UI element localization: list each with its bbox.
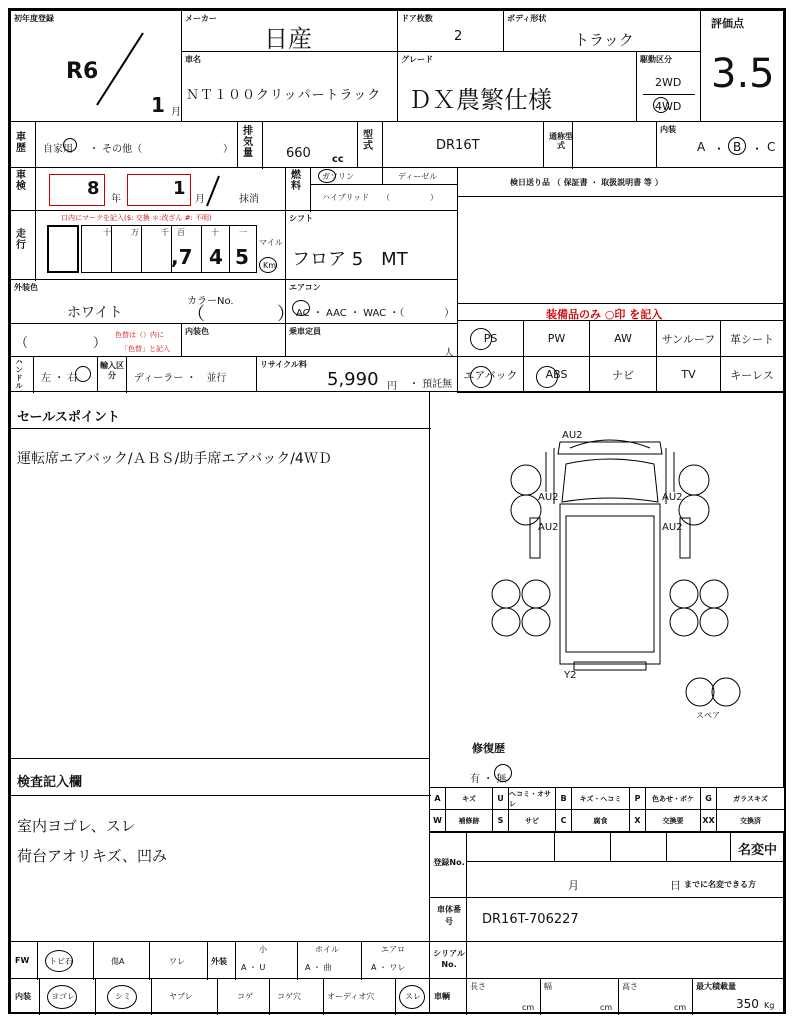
color-change-cell (10, 323, 182, 357)
inspect-cell (10, 758, 430, 942)
recycle-cell (256, 356, 458, 392)
ware-label: ワレ (169, 957, 185, 966)
sho-label: 小 (259, 945, 267, 954)
circle-mark-icon (470, 366, 492, 388)
legend-cell (716, 809, 785, 832)
model-cell (357, 121, 544, 168)
wheel-icon (492, 580, 728, 636)
legend-text: ガラスキズ (733, 794, 768, 803)
kogeana-label: コゲ穴 (277, 992, 301, 1001)
legend-cell (508, 809, 556, 832)
displacement-value: 660 (286, 146, 311, 161)
mileage-cell (10, 210, 286, 280)
legend-cell (555, 787, 572, 810)
grade-label: グレード (401, 55, 433, 64)
recycle-value: 5,990 (327, 369, 379, 390)
body-shape-cell (503, 10, 701, 52)
capacity-cell (285, 323, 458, 357)
legend-cell (629, 809, 646, 832)
legend-text: P (634, 794, 641, 803)
dims-width-unit: cm (600, 1003, 613, 1012)
body-shape-label: ボディ形状 (507, 14, 547, 23)
equip-header-cell (457, 303, 784, 321)
legend-text: 交換済 (740, 816, 761, 825)
circle-mark-icon (45, 950, 73, 972)
reg-day: 日 (670, 879, 681, 892)
yabure-label: ヤブレ (169, 992, 193, 1001)
legend-cell (555, 809, 572, 832)
import-value: ディーラー ・ 並行 (134, 373, 227, 384)
score-label: 評価点 (711, 17, 744, 30)
dims-maxload: 最大積載量 (696, 982, 736, 991)
tobi-label: トビ石 (49, 957, 73, 966)
docs-body-cell (457, 196, 784, 304)
aircon-cell (285, 279, 458, 324)
legend-cell (445, 809, 493, 832)
history-other: ・ その他（ (89, 144, 143, 155)
legend-cell (700, 787, 717, 810)
hoiru-label: ホイル (315, 945, 339, 954)
doors-label: ドア枚数 (401, 14, 433, 23)
legend-cell (508, 787, 556, 810)
dims-height-unit: cm (674, 1003, 687, 1012)
inspection-label: 車検 (16, 170, 26, 192)
ware-a-label: 傷A (111, 957, 125, 966)
displacement-cell (237, 121, 358, 168)
score-value: 3.5 (711, 51, 775, 97)
legend-text: キズ・ヘコミ (579, 794, 622, 803)
aircon-value: AC ・ AAC ・ WAC ・（ ） (296, 308, 455, 319)
reg-deadline: までに名変できる方 (684, 880, 756, 889)
chassis-label: 車体番号 (437, 905, 461, 926)
capacity-unit: 人 (444, 348, 454, 359)
slash-icon (203, 174, 223, 208)
legend-text: XX (702, 816, 715, 825)
diagram-au-l1: AU2 (538, 492, 559, 503)
mileage-label: 走行 (16, 229, 26, 251)
history-cell (10, 121, 238, 168)
inspection-year-unit: 年 (111, 194, 121, 205)
circle-mark-icon (318, 169, 336, 183)
car-name-label: 車名 (185, 55, 201, 64)
inspection-month: 1 (173, 178, 186, 199)
legend-cell (445, 787, 493, 810)
reg-no-cell (429, 832, 784, 898)
interior-grade-sep1: ・ (713, 142, 726, 156)
gaiso-label: 外装 (211, 957, 227, 966)
legend-text: G (705, 794, 712, 803)
circle-mark-icon (494, 764, 512, 782)
interior-grade-c: C (767, 140, 776, 154)
circle-mark-icon (107, 985, 137, 1009)
equipment-item (523, 320, 590, 357)
interior-grade-b: B (733, 140, 742, 154)
import-label: 輸入区分 (100, 361, 124, 380)
first-reg-label: 初年度登録 (14, 14, 54, 23)
mileage-note: 口内にマークを記入($: 交換 ＊:改ざん #: 不明) (61, 214, 212, 222)
dims-height: 高さ (622, 982, 638, 991)
handle-cell (10, 356, 98, 392)
repair-label: 修復歴 (472, 742, 505, 755)
dims-label: 車輌 (434, 992, 450, 1001)
circle-mark-icon (259, 257, 277, 273)
equipment-label: キーレス (730, 368, 774, 382)
fuel-diesel: ディーゼル (398, 172, 438, 181)
first-reg-month: 1 (151, 93, 165, 117)
legend-text: 交換要 (662, 816, 684, 825)
equipment-item (656, 356, 721, 393)
interior-grade-sep2: ・ (751, 142, 764, 156)
handle-label: ハンドル (15, 358, 23, 390)
legend-cell (629, 787, 646, 810)
equipment-label: PW (547, 332, 566, 345)
sales-label: セールスポイント (17, 410, 120, 425)
dims-length-unit: cm (522, 1003, 535, 1012)
shimi-label: シミ (115, 992, 131, 1001)
diagram-y-bottom: Y2 (564, 670, 577, 681)
diagram-cell (429, 391, 784, 788)
fuel-gasoline: ガソリン (322, 172, 354, 181)
equipment-item (589, 320, 657, 357)
first-reg-era: R6 (66, 59, 99, 84)
mileage-unit: 百 (177, 228, 185, 237)
fuel-label: 燃料 (291, 170, 301, 192)
inspection-cancel: 抹消 (239, 194, 259, 205)
interior-grade-label: 内装 (660, 125, 676, 134)
grade-cell (397, 51, 637, 122)
fuel-paren: （ ） (382, 193, 438, 202)
color-change-note2: 「色替」と記入 (121, 345, 170, 353)
reg-no-label: 登録No. (433, 858, 465, 867)
shift-label: シフト (289, 214, 313, 223)
koge-label: コゲ (237, 992, 253, 1001)
interior-color-label: 内装色 (185, 327, 209, 336)
legend-cell (716, 787, 785, 810)
mileage-unit: 千 (161, 228, 169, 237)
docs-cell (457, 167, 784, 197)
legend-text: U (497, 794, 504, 803)
vehicle-diagram (430, 392, 785, 789)
legend-text: C (560, 816, 567, 825)
docs-label: 検日送り品 （ 保証書 ・ 取扱説明書 等 ） (510, 178, 663, 187)
legend-cell (645, 787, 701, 810)
inspect-line1: 室内ヨゴレ、スレ (17, 817, 136, 835)
legend-cell (571, 809, 630, 832)
circle-mark-icon (63, 138, 77, 152)
grade-value: ＤＸ農繁仕様 (408, 86, 552, 114)
sales-text: 運転席エアバック/ＡＢＳ/助手席エアバック/4ＷＤ (17, 451, 332, 467)
inspect-line2: 荷台アオリキズ、凹み (17, 847, 168, 865)
equipment-label: 革シート (730, 332, 774, 346)
mileage-digit: 4 (209, 245, 223, 269)
import-cell (97, 356, 257, 392)
circle-mark-icon (653, 97, 669, 113)
interior-grade-a: A (697, 140, 706, 154)
legend-cell (429, 809, 446, 832)
auction-sheet (8, 8, 786, 1014)
first-reg-month-unit: 月 (171, 107, 181, 118)
mileage-unit: 一 (239, 228, 247, 237)
equipment-item (589, 356, 657, 393)
model-label: 型式 (363, 130, 373, 152)
doors-value: 2 (454, 29, 463, 44)
recycle-unit: 円 (387, 381, 397, 392)
mileage-unit: 十 (211, 228, 219, 237)
equipment-label: エアバック (463, 368, 518, 382)
equipment-label: PS (483, 332, 498, 345)
sales-cell (10, 391, 430, 759)
circle-mark-icon (399, 985, 425, 1009)
hoiru-value: A ・ 曲 (305, 963, 332, 972)
recycle-label: リサイクル料 (260, 360, 307, 369)
equipment-item (720, 356, 784, 393)
name-change: 名変中 (738, 843, 778, 858)
score-cell (700, 10, 784, 122)
mileage-digit: ,7 (171, 245, 193, 269)
fuel-hybrid: ハイブリッド (322, 193, 370, 202)
audio-label: オーディオ穴 (327, 992, 375, 1001)
cab-outline (558, 442, 662, 454)
equipment-label: ABS (545, 368, 568, 381)
legend-cell (429, 787, 446, 810)
spare-tire-icon (686, 678, 740, 706)
bed-outline (560, 504, 660, 664)
earo-value: A ・ ワレ (371, 963, 406, 972)
interior-grade-cell (656, 121, 784, 168)
handle-value: 左 ・ 右 (41, 373, 78, 384)
body-shape-value: トラック (574, 31, 634, 49)
chassis-cell (429, 897, 784, 942)
dims-length: 長さ (470, 982, 486, 991)
drive-2wd: 2WD (655, 76, 682, 89)
diagram-au-r2: AU2 (662, 522, 683, 533)
circle-mark-icon (728, 137, 746, 155)
diagram-au-top: AU2 (562, 430, 583, 441)
legend-text: A (434, 794, 441, 803)
aircon-label: エアコン (289, 283, 321, 292)
legend-text: X (634, 816, 641, 825)
color-change-paren: （ ） (15, 336, 107, 351)
inspection-month-unit: 月 (195, 194, 205, 205)
history-close: ） (223, 144, 233, 155)
legend-text: サビ (525, 816, 539, 825)
chassis-value: DR16T-706227 (482, 912, 579, 927)
maker-cell (181, 10, 398, 52)
legend-cell (492, 787, 509, 810)
history-private: 自家用 (43, 144, 73, 155)
exterior-color-value: ホワイト (67, 305, 123, 321)
common-model-cell (543, 121, 657, 168)
history-label: 車歴 (16, 132, 26, 154)
dims-kg: Kg (764, 1001, 775, 1010)
color-change-note1: 色替は（）内に (115, 331, 164, 339)
repair-value: 有 ・ 無 (470, 774, 507, 785)
circle-mark-icon (470, 328, 492, 350)
circle-mark-icon (47, 985, 77, 1009)
diagram-spare: スペア (696, 711, 720, 720)
yogore-label: ヨゴレ (51, 992, 75, 1001)
mileage-lead-box (47, 225, 79, 273)
common-model-label: 通称型式 (549, 132, 573, 150)
legend-cell (700, 809, 717, 832)
serial-label: シリアルNo. (433, 949, 465, 969)
dims-width: 幅 (544, 982, 552, 991)
color-no-paren: （ ） (187, 304, 295, 325)
bottom-row1 (10, 941, 430, 979)
first-reg-cell (10, 10, 182, 122)
equipment-item (720, 320, 784, 357)
car-name-value: ＮＴ１００クリッパートラック (186, 88, 382, 103)
legend-text: B (560, 794, 567, 803)
diagram-au-l2: AU2 (538, 522, 559, 533)
bed-inner (566, 516, 654, 652)
mileage-digit: 5 (235, 245, 249, 269)
inspection-year: 8 (87, 178, 100, 199)
legend-text: ヘコミ・オサレ (509, 789, 551, 808)
dims-load: 350 (736, 997, 759, 1011)
mileage-unit: 十 (103, 228, 111, 237)
sure-label: スレ (405, 992, 421, 1001)
windshield-outline (562, 459, 658, 502)
shift-value: フロア 5 MT (292, 249, 408, 270)
exterior-color-label: 外装色 (14, 283, 38, 292)
model-value: DR16T (436, 138, 480, 153)
diagram-au-r1: AU2 (662, 492, 683, 503)
equipment-label: AW (614, 332, 632, 345)
legend-text: 腐食 (593, 816, 608, 825)
drive-cell (636, 51, 701, 122)
mileage-km: Km (263, 261, 277, 270)
legend-text: キズ (462, 794, 476, 803)
equip-header-label: 装備品のみ ○印 を記入 (546, 308, 663, 321)
displacement-label: 排気量 (243, 126, 253, 159)
circle-mark-icon (536, 366, 558, 388)
drive-label: 駆動区分 (640, 55, 672, 64)
recycle-note: ・ 預託無 (409, 379, 453, 390)
inspection-cell (10, 167, 286, 211)
legend-text: W (433, 816, 442, 825)
sho-value: A ・ U (241, 963, 266, 972)
reg-month: 月 (568, 879, 579, 892)
legend-text: 補修跡 (458, 816, 480, 825)
circle-mark-icon (75, 366, 91, 382)
inspect-label: 検査記入欄 (17, 775, 83, 790)
earo-label: エアロ (381, 945, 405, 954)
bottom-row2 (10, 978, 430, 1014)
slash-icon (91, 29, 151, 109)
exterior-color-cell (10, 279, 295, 325)
mileage-mile: マイル (259, 238, 283, 247)
car-name-cell (181, 51, 398, 122)
equipment-label: TV (681, 368, 696, 381)
legend-text: S (497, 816, 504, 825)
maker-value: 日産 (264, 25, 312, 53)
naiso-label: 内装 (15, 992, 31, 1001)
color-no-label: カラーNo. (187, 296, 234, 307)
legend-cell (571, 787, 630, 810)
shift-cell (285, 210, 458, 280)
fuel-cell (285, 167, 458, 211)
serial-cell (429, 941, 784, 979)
circle-mark-icon (292, 300, 310, 316)
fw-label: FW (15, 956, 30, 965)
legend-cell (645, 809, 701, 832)
legend-text: 色あせ・ボケ (652, 794, 694, 803)
maker-label: メーカー (185, 14, 217, 23)
displacement-unit: cc (332, 154, 344, 165)
equipment-label: ナビ (612, 368, 634, 382)
drive-4wd: 4WD (655, 100, 682, 113)
interior-color-cell (181, 323, 286, 357)
equipment-label: サンルーフ (661, 332, 716, 346)
doors-cell (397, 10, 504, 52)
legend-cell (492, 809, 509, 832)
capacity-label: 乗車定員 (289, 327, 321, 336)
dims-cell (429, 978, 784, 1014)
equipment-item (656, 320, 721, 357)
mileage-unit: 万 (131, 228, 139, 237)
